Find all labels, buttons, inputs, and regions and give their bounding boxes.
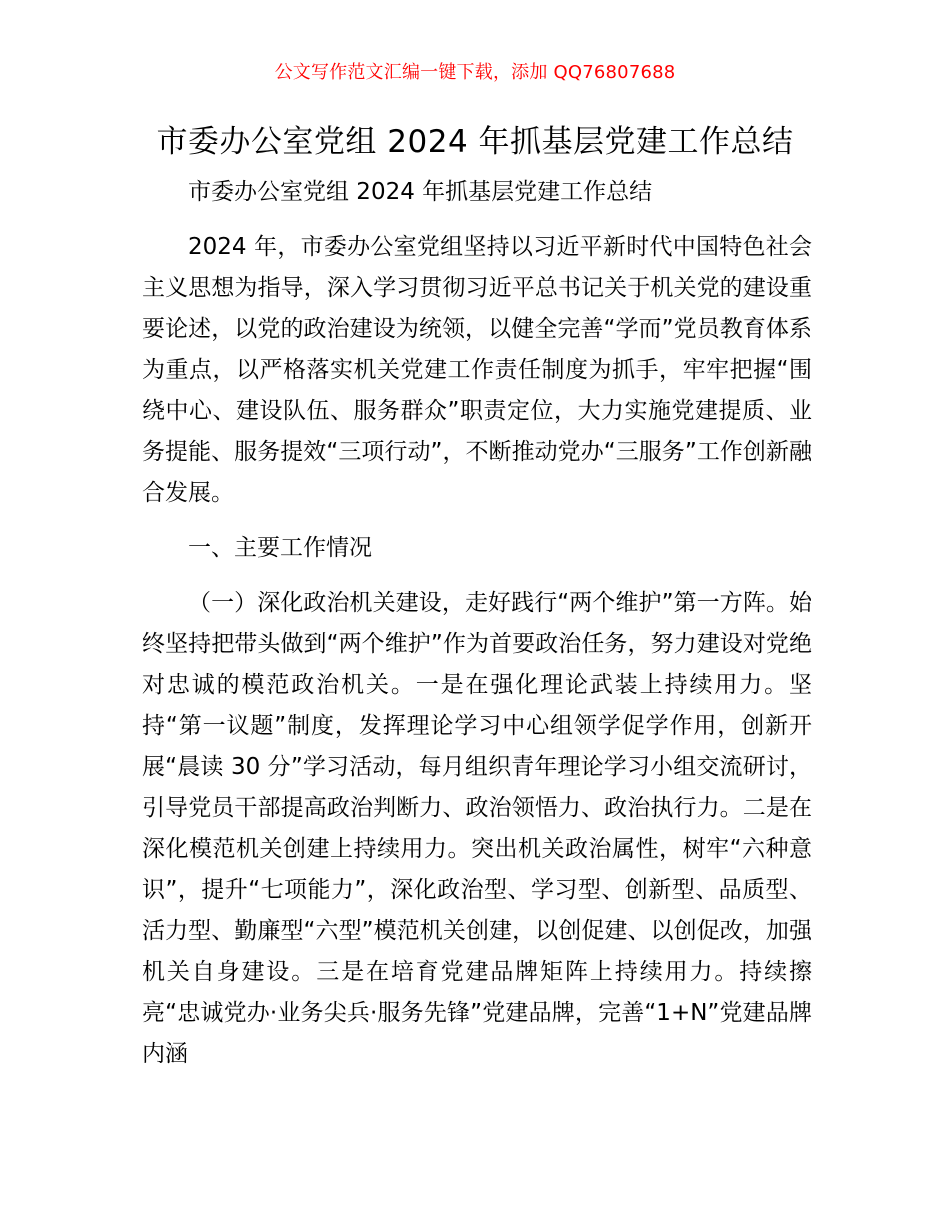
download-notice: 公文写作范文汇编一键下载，添加 QQ76807688 [274, 62, 676, 83]
document-title: 市委办公室党组 2024 年抓基层党建工作总结 [156, 124, 794, 160]
intro-paragraph: 2024 年，市委办公室党组坚持以习近平新时代中国特色社会主义思想为指导，深入学习贯彻习近平总书记关于机关党的建设重要论述，以党的政治建设为统领，以健全完善“学而”党员教育体系为重点，以严格落实机关党建工作责任制度为抓手，牢牢把握“围绕中心、建设队伍、服务群众”职责定位，大力实施党建提质、业务提能、服务提效“三项行动”，不断推动党办“三服务”工作创新融合发展。 [142, 234, 812, 506]
section-heading: 一、主要工作情况 [188, 535, 372, 561]
subtitle-paragraph: 市委办公室党组 2024 年抓基层党建工作总结 [188, 179, 653, 205]
section-paragraph: （一）深化政治机关建设，走好践行“两个维护”第一方阵。始终坚持把带头做到“两个维护”作为首要政治任务，努力建设对党绝对忠诚的模范政治机关。一是在强化理论武装上持续用力。坚持“第一议题”制度，发挥理论学习中心组领学促学作用，创新开展“晨读 30 分”学习活动，每月组织青年理论学习小组交流研讨，引导党员干部提高政治判断力、政治领悟力、政治执行力。二是在深化模范机关创建上持续用力。突出机关政治属性，树牢“六种意识”，提升“七项能力”，深化政治型、学习型、创新型、品质型、活力型、勤廉型“六型”模范机关创建，以创促建、以创促改，加强机关自身建设。三是在培育党建品牌矩阵上持续用力。持续擦亮“忠诚党办·业务尖兵·服务先锋”党建品牌，完善“1+N”党建品牌内涵 [142, 590, 812, 1067]
document-body [142, 172, 812, 1075]
